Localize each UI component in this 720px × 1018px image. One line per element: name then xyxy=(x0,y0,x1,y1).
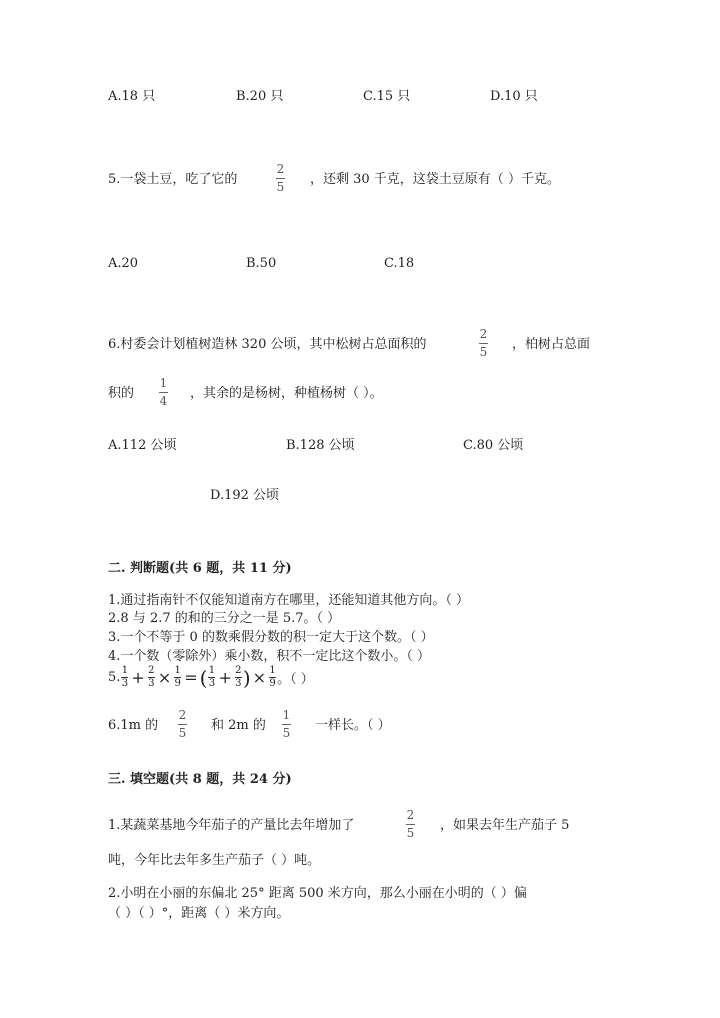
fraction-numerator: 1 xyxy=(159,376,168,390)
times-operator: × xyxy=(157,668,172,687)
q6-line2-prefix: 积的 xyxy=(108,386,135,401)
right-paren: ) xyxy=(242,665,251,690)
math-fraction xyxy=(148,666,155,689)
section3-item2-line2: （ ）（ ）°，距离（ ）米方向。 xyxy=(108,906,290,921)
section2-item-5 xyxy=(108,666,314,689)
q6-option-c: C.80 公顷 xyxy=(463,438,524,453)
q6-line1-suffix: ，柏树占总面 xyxy=(512,337,591,352)
math-fraction xyxy=(121,666,128,689)
section3-item1-fraction xyxy=(406,809,415,840)
math-fraction xyxy=(174,666,181,689)
section3-item1-prefix: 1.某蔬菜基地今年茄子的产量比去年增加了 xyxy=(108,818,355,833)
math-fraction xyxy=(235,666,242,689)
fraction-denominator: 5 xyxy=(406,826,415,840)
fraction-denominator: 9 xyxy=(174,678,181,689)
q6-line1-prefix: 6.村委会计划植树造林 320 公顷，其中松树占总面积的 xyxy=(108,337,427,352)
fraction-denominator: 5 xyxy=(178,726,187,740)
times-operator: × xyxy=(252,668,267,687)
q4-option-b: B.20 只 xyxy=(236,89,284,104)
section3-item1-line2: 吨，今年比去年多生产茄子（ ）吨。 xyxy=(108,853,321,868)
fraction-numerator: 2 xyxy=(235,665,242,676)
fraction-denominator: 3 xyxy=(208,678,216,689)
equals-operator: = xyxy=(184,668,198,687)
fraction-numerator: 2 xyxy=(178,708,187,722)
fraction-numerator: 2 xyxy=(479,327,488,341)
fraction-denominator: 3 xyxy=(148,678,155,689)
plus-operator: + xyxy=(131,668,145,687)
section2-item6-fraction-1 xyxy=(178,709,187,740)
item-suffix: 。（ ） xyxy=(277,672,314,687)
section3-title: 三. 填空题(共 8 题，共 24 分) xyxy=(108,772,292,787)
q4-option-c: C.15 只 xyxy=(363,89,411,104)
section2-item6-suffix: 一样长。（ ） xyxy=(315,718,391,733)
math-fraction xyxy=(208,666,215,689)
fraction-denominator: 3 xyxy=(121,678,129,689)
q6-fraction-2 xyxy=(159,377,168,408)
q5-option-b: B.50 xyxy=(246,256,277,271)
fraction-denominator: 5 xyxy=(276,180,285,194)
section2-item6-prefix: 6.1m 的 xyxy=(108,718,159,733)
q5-option-a: A.20 xyxy=(108,256,139,271)
section2-item6-middle: 和 2m 的 xyxy=(211,718,266,733)
q4-option-d: D.10 只 xyxy=(490,89,538,104)
item-label: 5. xyxy=(108,670,121,685)
fraction-numerator: 1 xyxy=(174,665,181,676)
q6-option-b: B.128 公顷 xyxy=(286,438,355,453)
fraction-denominator: 5 xyxy=(282,726,291,740)
fraction-bar xyxy=(276,178,285,179)
fraction-numerator: 2 xyxy=(148,665,155,676)
q6-line2-suffix: ，其余的是杨树，种植杨树（ ）。 xyxy=(190,386,383,401)
section3-item1-suffix: ，如果去年生产茄子 5 xyxy=(440,818,570,833)
q5-suffix: ，还剩 30 千克，这袋土豆原有（ ）千克。 xyxy=(310,172,560,187)
math-fraction xyxy=(269,666,276,689)
fraction-denominator: 4 xyxy=(159,394,168,408)
section3-item2-line1: 2.小明在小丽的东偏北 25° 距离 500 米方向，那么小丽在小明的（ ）偏 xyxy=(108,886,527,901)
section2-item-4: 4.一个数（零除外）乘小数，积不一定比这个数小。（ ） xyxy=(108,649,431,664)
fraction-bar xyxy=(406,824,415,825)
plus-operator: + xyxy=(218,668,232,687)
q5-option-c: C.18 xyxy=(384,256,415,271)
fraction-numerator: 1 xyxy=(269,665,276,676)
q5-fraction xyxy=(276,163,285,194)
q6-fraction-1 xyxy=(479,328,488,359)
fraction-bar xyxy=(159,392,168,393)
fraction-denominator: 3 xyxy=(235,678,242,689)
fraction-numerator: 1 xyxy=(282,708,291,722)
fraction-numerator: 2 xyxy=(406,808,415,822)
section2-item-3: 3.一个不等于 0 的数乘假分数的积一定大于这个数。（ ） xyxy=(108,630,434,645)
q6-option-a: A.112 公顷 xyxy=(108,438,177,453)
fraction-numerator: 2 xyxy=(276,162,285,176)
q4-option-a: A.18 只 xyxy=(108,89,156,104)
fraction-denominator: 5 xyxy=(479,345,488,359)
q6-option-d: D.192 公顷 xyxy=(210,488,280,503)
fraction-bar xyxy=(479,343,488,344)
fraction-bar xyxy=(282,724,291,725)
section2-item-2: 2.8 与 2.7 的和的三分之一是 5.7。（ ） xyxy=(108,611,341,626)
section2-title: 二. 判断题(共 6 题，共 11 分) xyxy=(108,561,292,576)
q5-prefix: 5.一袋土豆，吃了它的 xyxy=(108,172,238,187)
left-paren: ( xyxy=(199,665,208,690)
fraction-numerator: 1 xyxy=(121,665,129,676)
section2-item-1: 1.通过指南针不仅能知道南方在哪里，还能知道其他方向。（ ） xyxy=(108,593,470,608)
fraction-bar xyxy=(178,724,187,725)
fraction-numerator: 1 xyxy=(208,665,216,676)
fraction-denominator: 9 xyxy=(269,678,276,689)
section2-item6-fraction-2 xyxy=(282,709,291,740)
